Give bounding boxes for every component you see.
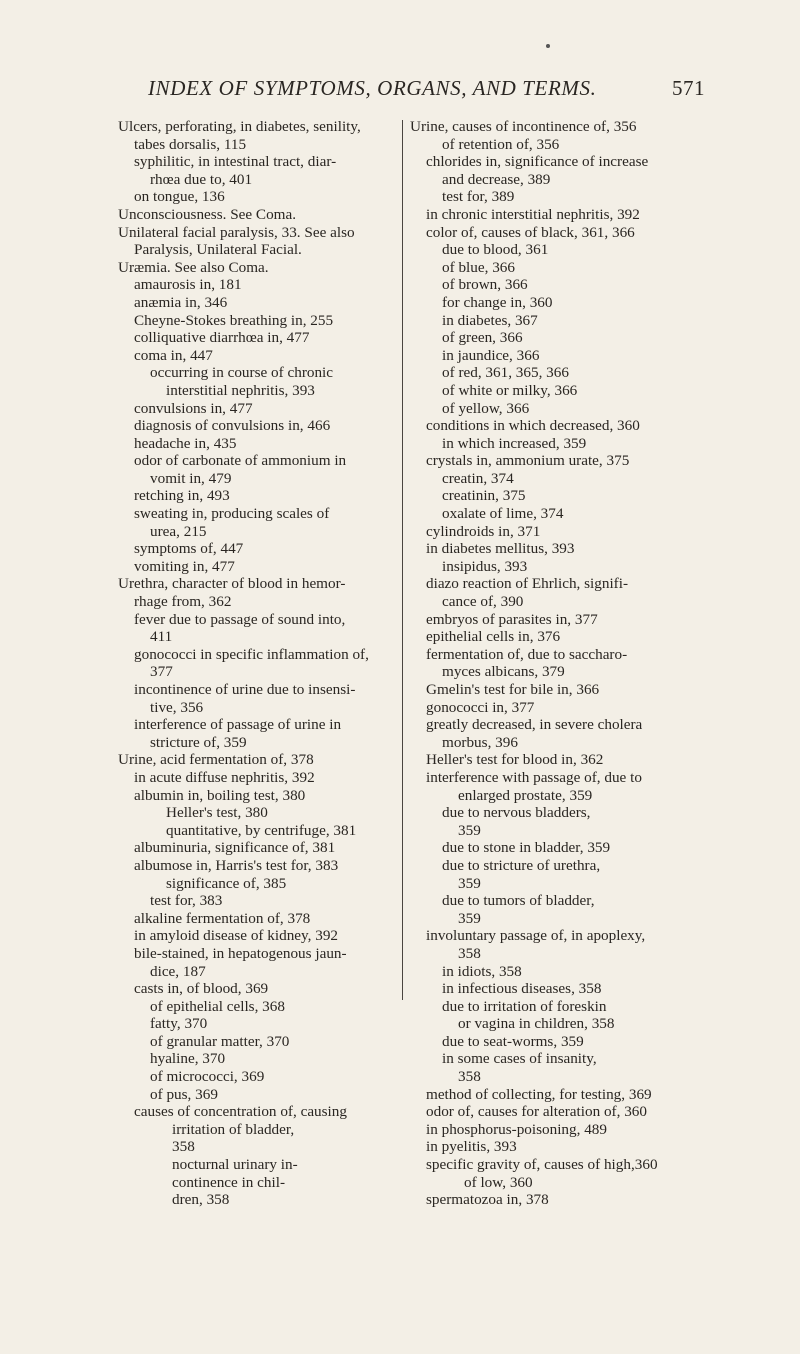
page-number: 571 [672,76,705,100]
index-main-entry: Unconsciousness. See Coma. [118,205,297,223]
index-subentry: crystals in, ammonium urate, 375 [426,452,630,470]
index-subentry: interference of passage of urine in [134,716,342,734]
index-subentry: headache in, 435 [134,434,237,452]
index-subentry: interstitial nephritis, 393 [166,381,315,399]
index-subentry: conditions in which decreased, 360 [426,417,640,435]
index-subentry: color of, causes of black, 361, 366 [426,223,635,241]
index-subentry: of micrococci, 369 [150,1068,265,1086]
index-subentry: causes of concentration of, causing [134,1103,347,1121]
index-subentry: chlorides in, significance of increase [426,153,649,171]
column-divider [402,120,403,1000]
index-subentry: albumin in, boiling test, 380 [134,786,306,804]
index-subentry: in jaundice, 366 [442,346,540,364]
index-subentry: cance of, 390 [442,593,524,611]
index-subentry: test for, 383 [150,892,223,910]
index-subentry: in infectious diseases, 358 [442,980,602,998]
index-subentry: tabes dorsalis, 115 [134,135,247,153]
index-subentry: method of collecting, for testing, 369 [426,1085,652,1103]
index-subentry: Paralysis, Unilateral Facial. [134,241,302,259]
index-subentry: of low, 360 [464,1173,533,1191]
index-subentry: epithelial cells in, 376 [426,628,561,646]
index-subentry: in chronic interstitial nephritis, 392 [426,205,640,223]
index-subentry: or vagina in children, 358 [458,1015,615,1033]
index-subentry: of red, 361, 365, 366 [442,364,569,382]
index-subentry: due to seat-worms, 359 [442,1032,584,1050]
index-subentry: 359 [458,821,481,839]
index-subentry: involuntary passage of, in apoplexy, [426,927,646,945]
index-subentry: gonococci in, 377 [426,698,535,716]
index-subentry: dren, 358 [172,1191,230,1209]
index-subentry: Heller's test for blood in, 362 [426,751,604,769]
index-subentry: fever due to passage of sound into, [134,610,346,628]
index-subentry: continence in chil- [172,1173,286,1191]
index-subentry: in idiots, 358 [442,962,522,980]
index-subentry: nocturnal urinary in- [172,1156,298,1174]
index-subentry: 358 [172,1138,195,1156]
index-subentry: of pus, 369 [150,1085,218,1103]
index-subentry: myces albicans, 379 [442,663,565,681]
index-subentry: fermentation of, due to saccharo- [426,645,628,663]
index-subentry: convulsions in, 477 [134,399,253,417]
index-main-entry: Urine, acid fermentation of, 378 [118,751,314,769]
index-subentry: significance of, 385 [166,874,287,892]
index-subentry: due to stone in bladder, 359 [442,839,611,857]
index-subentry: of white or milky, 366 [442,381,578,399]
index-subentry: in some cases of insanity, [442,1050,597,1068]
index-subentry: due to tumors of bladder, [442,892,595,910]
index-main-entry: Ulcers, perforating, in diabetes, senility, [118,118,361,135]
index-subentry: of granular matter, 370 [150,1032,290,1050]
index-subentry: on tongue, 136 [134,188,225,206]
index-subentry: Heller's test, 380 [166,804,268,822]
index-subentry: coma in, 447 [134,346,213,364]
index-subentry: specific gravity of, causes of high,360 [426,1156,658,1174]
index-subentry: anæmia in, 346 [134,293,228,311]
index-subentry: insipidus, 393 [442,557,528,575]
index-subentry: 377 [150,663,173,681]
index-subentry: oxalate of lime, 374 [442,505,564,523]
index-subentry: irritation of bladder, [172,1120,295,1138]
index-subentry: quantitative, by centrifuge, 381 [166,821,357,839]
index-subentry: of blue, 366 [442,258,515,276]
index-subentry: morbus, 396 [442,733,518,751]
print-mark [546,44,550,48]
index-subentry: incontinence of urine due to insensi- [134,681,356,698]
index-subentry: stricture of, 359 [150,733,247,751]
index-subentry: due to stricture of urethra, [442,856,601,874]
index-subentry: in which increased, 359 [442,434,587,452]
index-subentry: of retention of, 356 [442,135,560,153]
index-subentry: of epithelial cells, 368 [150,997,285,1015]
index-subentry: 359 [458,909,481,927]
index-subentry: odor of carbonate of ammonium in [134,452,347,470]
index-subentry: symptoms of, 447 [134,540,244,558]
index-subentry: in pyelitis, 393 [426,1138,517,1156]
index-subentry: syphilitic, in intestinal tract, diar- [134,153,337,171]
index-subentry: embryos of parasites in, 377 [426,610,598,628]
index-subentry: in diabetes mellitus, 393 [426,540,575,558]
index-subentry: for change in, 360 [442,293,553,311]
index-subentry: fatty, 370 [150,1015,208,1033]
index-subentry: alkaline fermentation of, 378 [134,909,311,927]
index-subentry: tive, 356 [150,698,204,716]
index-subentry: gonococci in specific inflammation of, [134,645,369,663]
index-subentry: odor of, causes for alteration of, 360 [426,1103,647,1121]
index-subentry: 411 [150,628,173,646]
index-subentry: of brown, 366 [442,276,528,294]
index-subentry: dice, 187 [150,962,206,980]
index-subentry: occurring in course of chronic [150,364,334,382]
index-main-entry: Unilateral facial paralysis, 33. See also [118,223,355,241]
index-subentry: test for, 389 [442,188,515,206]
index-subentry: 358 [458,944,481,962]
index-subentry: in diabetes, 367 [442,311,538,329]
index-subentry: cylindroids in, 371 [426,522,541,540]
index-subentry: due to nervous bladders, [442,804,591,822]
index-subentry: interference with passage of, due to [426,768,642,786]
index-subentry: of green, 366 [442,329,523,347]
index-subentry: urea, 215 [150,522,207,540]
index-subentry: due to irritation of foreskin [442,997,607,1015]
index-subentry: and decrease, 389 [442,170,551,188]
index-subentry: enlarged prostate, 359 [458,786,593,804]
running-title: INDEX OF SYMPTOMS, ORGANS, AND TERMS. [148,76,597,100]
index-main-entry: Urine, causes of incontinence of, 356 [410,118,637,135]
index-subentry: in amyloid disease of kidney, 392 [134,927,339,945]
index-subentry: diazo reaction of Ehrlich, signifi- [426,575,629,593]
index-subentry: sweating in, producing scales of [134,505,330,523]
index-subentry: albumose in, Harris's test for, 383 [134,856,339,874]
index-column-right [410,118,695,1209]
index-subentry: hyaline, 370 [150,1050,226,1068]
index-subentry: creatinin, 375 [442,487,526,505]
index-subentry: Gmelin's test for bile in, 366 [426,681,600,698]
index-subentry: greatly decreased, in severe cholera [426,716,643,734]
index-subentry: diagnosis of convulsions in, 466 [134,417,331,435]
index-subentry: albuminuria, significance of, 381 [134,839,336,857]
index-main-entry: Urethra, character of blood in hemor- [118,575,346,593]
index-subentry: retching in, 493 [134,487,230,505]
index-subentry: casts in, of blood, 369 [134,980,269,998]
index-subentry: rhœa due to, 401 [150,170,253,188]
index-subentry: creatin, 374 [442,469,514,487]
index-subentry: colliquative diarrhœa in, 477 [134,329,310,347]
index-subentry: due to blood, 361 [442,241,549,259]
index-subentry: rhage from, 362 [134,593,232,611]
index-subentry: vomiting in, 477 [134,557,235,575]
index-column-left [118,118,400,1209]
index-subentry: of yellow, 366 [442,399,530,417]
index-subentry: in phosphorus-poisoning, 489 [426,1120,607,1138]
index-main-entry: Uræmia. See also Coma. [118,258,269,276]
index-subentry: 359 [458,874,481,892]
index-subentry: 358 [458,1068,481,1086]
index-subentry: vomit in, 479 [150,469,232,487]
index-subentry: spermatozoa in, 378 [426,1191,549,1209]
index-subentry: Cheyne-Stokes breathing in, 255 [134,311,334,329]
page-header [0,76,800,110]
index-subentry: amaurosis in, 181 [134,276,242,294]
index-subentry: bile-stained, in hepatogenous jaun- [134,944,347,962]
index-subentry: in acute diffuse nephritis, 392 [134,768,315,786]
